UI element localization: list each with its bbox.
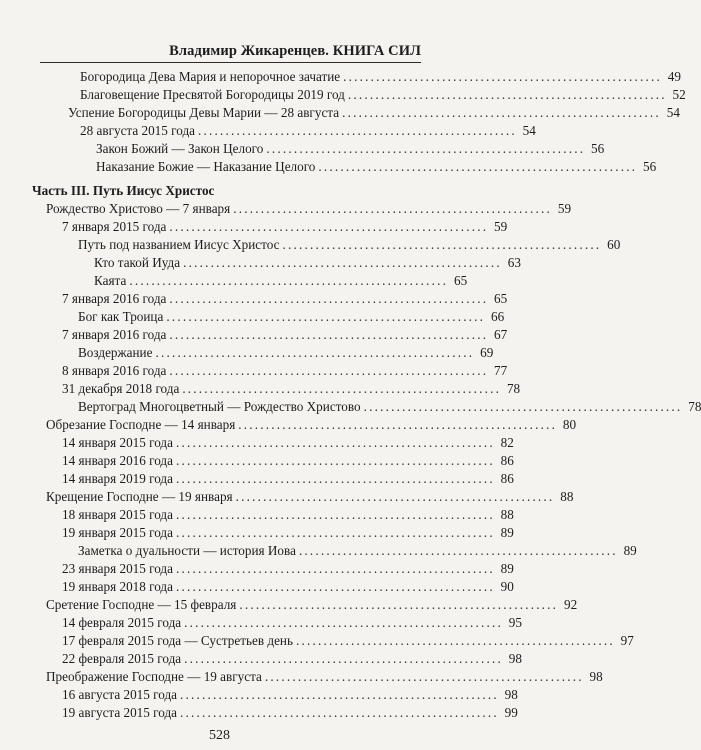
toc-entry-title: Наказание Божие — Наказание Целого: [96, 159, 316, 174]
toc-entry-title: Воздержание: [78, 345, 153, 360]
toc-entry-title: Закон Божий — Закон Целого: [96, 141, 264, 156]
toc-entry-title: Заметка о дуальности — история Иова: [78, 543, 296, 558]
toc-entry-page: 88: [560, 489, 574, 504]
dot-leader: ..........................................................: [198, 123, 517, 138]
toc-entry-title: 7 января 2015 года: [62, 219, 167, 234]
toc-entry-page: 89: [623, 543, 637, 558]
dot-leader: ..........................................................: [266, 141, 586, 156]
toc-entry-page: 89: [500, 525, 514, 540]
toc-entry: [68, 104, 680, 122]
toc-entry-page: 82: [500, 435, 514, 450]
toc-entry-title: 7 января 2016 года: [62, 327, 167, 342]
dot-leader: ..........................................................: [235, 489, 555, 504]
toc-entry-page: 88: [500, 507, 514, 522]
toc-entry-page: 52: [672, 87, 686, 102]
header-rule: [40, 62, 421, 63]
toc-entry-title: 17 февраля 2015 года — Сустретьев день: [62, 633, 293, 648]
toc-entry: [46, 596, 578, 614]
toc-entry-title: Благовещение Пресвятой Богородицы 2019 год: [80, 87, 345, 102]
toc-entry: [62, 524, 514, 542]
toc-entry-title: 14 января 2019 года: [62, 471, 173, 486]
toc-entry: [46, 668, 603, 686]
toc-entry-page: 69: [480, 345, 494, 360]
toc-entry: [80, 68, 681, 86]
toc-entry: [62, 452, 514, 470]
toc-entry-title: Крещение Господне — 19 января: [46, 489, 233, 504]
toc-entry-title: Сретение Господне — 15 февраля: [46, 597, 237, 612]
toc-entry-title: Богородица Дева Мария и непорочное зачатие: [80, 69, 341, 84]
dot-leader: ..........................................................: [363, 399, 683, 414]
dot-leader: ..........................................................: [155, 345, 475, 360]
dot-leader: ..........................................................: [183, 255, 502, 270]
toc-entry-title: 8 января 2016 года: [62, 363, 167, 378]
toc-entry: [94, 254, 521, 272]
dot-leader: ..........................................................: [347, 87, 667, 102]
toc-entry-page: 98: [589, 669, 603, 684]
toc-entry: [78, 344, 494, 362]
toc-entry-page: 65: [494, 291, 508, 306]
toc-entry: [62, 614, 522, 632]
toc-entry: [62, 290, 508, 308]
toc-entry-page: 95: [508, 615, 522, 630]
toc-entry-title: 18 января 2015 года: [62, 507, 173, 522]
toc-entry-title: 22 февраля 2015 года: [62, 651, 182, 666]
dot-leader: ..........................................................: [238, 417, 558, 432]
dot-leader: ..........................................................: [184, 651, 503, 666]
toc-entry-title: 19 января 2015 года: [62, 525, 173, 540]
dot-leader: ..........................................................: [169, 219, 489, 234]
dot-leader: ..........................................................: [180, 687, 499, 702]
toc-entry: [62, 632, 634, 650]
toc-entry: [46, 416, 577, 434]
toc-entry: [62, 218, 508, 236]
toc-entry-page: 49: [667, 69, 681, 84]
toc-entry-title: 23 января 2015 года: [62, 561, 173, 576]
toc-entry-title: 14 января 2016 года: [62, 453, 173, 468]
dot-leader: ..........................................................: [176, 507, 495, 522]
toc-entry-page: 97: [620, 633, 634, 648]
toc-entry-title: 31 декабря 2018 года: [62, 381, 180, 396]
toc-entry-page: 80: [562, 417, 577, 432]
toc-entry-page: 99: [504, 705, 518, 720]
toc-entry: [78, 308, 505, 326]
section-heading: Часть III. Путь Иисус Христос: [32, 183, 215, 198]
dot-leader: ..........................................................: [166, 309, 486, 324]
toc-entry-title: Обрезание Господне — 14 января: [46, 417, 236, 432]
toc-entry: [62, 578, 514, 596]
toc-entry-page: 86: [500, 453, 514, 468]
dot-leader: ..........................................................: [296, 633, 615, 648]
toc-entry-page: 60: [607, 237, 621, 252]
dot-leader: ..........................................................: [239, 597, 559, 612]
toc-entry-title: Преображение Господне — 19 августа: [46, 669, 262, 684]
dot-leader: ..........................................................: [182, 381, 502, 396]
toc-entry: [96, 158, 657, 176]
toc-entry: [62, 506, 514, 524]
toc-entry: [94, 272, 468, 290]
toc-entry: [62, 434, 514, 452]
toc-entry: [62, 470, 514, 488]
toc-entry: [46, 200, 572, 218]
toc-entry-page: 92: [564, 597, 578, 612]
dot-leader: ..........................................................: [233, 201, 553, 216]
toc-entry-title: 28 августа 2015 года: [80, 123, 196, 138]
toc-entry-title: Путь под названием Иисус Христос: [78, 237, 280, 252]
toc-entry: [62, 686, 518, 704]
dot-leader: ..........................................................: [169, 327, 489, 342]
dot-leader: ..........................................................: [176, 435, 495, 450]
dot-leader: ..........................................................: [282, 237, 602, 252]
toc-entry-page: 98: [504, 687, 518, 702]
toc-entry-page: 78: [506, 381, 521, 396]
toc-entry: [80, 122, 536, 140]
toc-entry-title: 19 января 2018 года: [62, 579, 173, 594]
toc-entry-page: 54: [666, 105, 680, 120]
toc-entry-title: 14 января 2015 года: [62, 435, 173, 450]
dot-leader: ..........................................................: [180, 705, 499, 720]
toc-entry: [96, 140, 605, 158]
toc-entry-title: Каята: [94, 273, 127, 288]
dot-leader: ..........................................................: [176, 579, 495, 594]
toc-entry-title: Кто такой Иуда: [94, 255, 181, 270]
toc-entry: [80, 86, 686, 104]
dot-leader: ..........................................................: [176, 453, 495, 468]
toc-entry-title: Вертоград Многоцветный — Рождество Христово: [78, 399, 361, 414]
toc-entry-page: 66: [491, 309, 505, 324]
running-header: Владимир Жикаренцев. КНИГА СИЛ: [169, 43, 421, 59]
toc-entry-title: Бог как Троица: [78, 309, 164, 324]
toc-entry-page: 67: [494, 327, 508, 342]
page-number: 528: [209, 728, 230, 743]
toc-entry: [78, 542, 637, 560]
dot-leader: ..........................................................: [129, 273, 449, 288]
toc-entry-title: 7 января 2016 года: [62, 291, 167, 306]
dot-leader: ..........................................................: [176, 561, 495, 576]
toc-entry-page: 77: [494, 363, 508, 378]
dot-leader: ..........................................................: [342, 105, 661, 120]
dot-leader: ..........................................................: [176, 525, 495, 540]
toc-entry: [62, 650, 522, 668]
toc-entry-page: 90: [500, 579, 514, 594]
dot-leader: ..........................................................: [298, 543, 618, 558]
toc-entry-title: Успение Богородицы Девы Марии — 28 августа: [68, 105, 340, 120]
toc-entry: [46, 488, 574, 506]
dot-leader: ..........................................................: [169, 363, 489, 378]
dot-leader: ..........................................................: [264, 669, 584, 684]
toc-entry: [62, 326, 508, 344]
toc-entry-page: 78: [688, 399, 701, 414]
toc-entry-page: 59: [494, 219, 508, 234]
toc-entry-page: 56: [591, 141, 605, 156]
toc-entry-page: 65: [453, 273, 468, 288]
toc-entry-title: Рождество Христово — 7 января: [46, 201, 231, 216]
toc-entry: [62, 560, 514, 578]
dot-leader: ..........................................................: [176, 471, 495, 486]
toc-entry-page: 54: [522, 123, 536, 138]
toc-entry-page: 59: [557, 201, 572, 216]
toc-entry: [78, 236, 621, 254]
toc-entry: [62, 704, 518, 722]
toc-entry-title: 19 августа 2015 года: [62, 705, 178, 720]
dot-leader: ..........................................................: [169, 291, 489, 306]
toc-entry-page: 89: [500, 561, 514, 576]
toc-entry-page: 98: [508, 651, 522, 666]
toc-entry-title: 14 февраля 2015 года: [62, 615, 182, 630]
toc-entry: [78, 398, 701, 416]
toc-entry-title: 16 августа 2015 года: [62, 687, 178, 702]
toc-entry: [62, 380, 521, 398]
toc-entry: [62, 362, 508, 380]
dot-leader: ..........................................................: [318, 159, 638, 174]
dot-leader: ..........................................................: [343, 69, 662, 84]
toc-entry-page: 63: [507, 255, 521, 270]
toc-entry-page: 56: [643, 159, 657, 174]
dot-leader: ..........................................................: [184, 615, 503, 630]
toc-entry-page: 86: [500, 471, 514, 486]
